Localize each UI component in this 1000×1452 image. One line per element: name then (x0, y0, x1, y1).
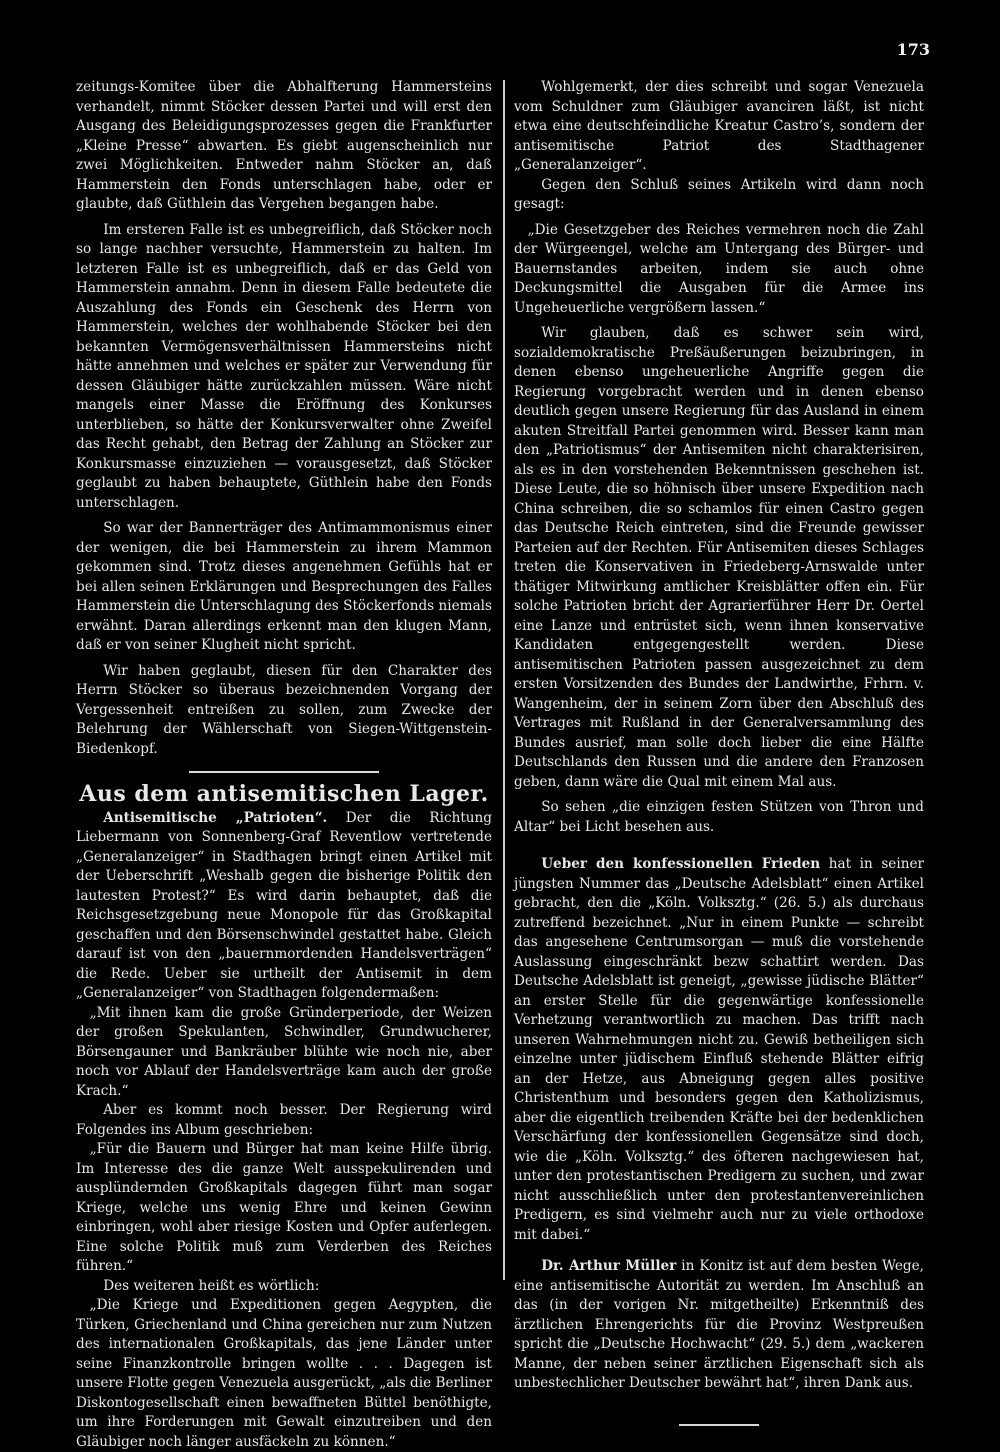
lead-heading: Antisemitische „Patrioten“. (103, 809, 328, 826)
column-divider (503, 80, 505, 1280)
separator-rule (679, 1424, 759, 1426)
quote: „Für die Bauern und Bürger hat man keine Hilfe übrig. Im Interesse des die ganze Welt ausspekulirenden und ausplündernden Großkapitals dagegen führt man sogar Kriege, welche uns wenig Ehre und keinen Gewinn einbringen, wohl aber riesige Kosten und Opfer auferlegen. Eine solche Politik muß zum Verderben des Reiches führen.“ (76, 1141, 492, 1274)
lead-heading: Dr. Arthur Müller (541, 1258, 677, 1274)
lead-paragraph (514, 855, 924, 1245)
quote: „Mit ihnen kam die große Gründerperiode, der Weizen der großen Spekulanten, Schwindler, Grundwucherer, Börsengauner und Bankräuber blühte wie noch nie, aber noch vor Ablauf der Handelsverträge kam auch der große Krach.“ (76, 1004, 492, 1099)
paragraph: Wir haben geglaubt, diesen für den Charakter des Herrn Stöcker so überaus bezeichnenden Vorgang der Vergessenheit entreißen zu sollen, zum Zwecke der Belehrung der Wählerschaft von Siegen-Wittgenstein-Biedenkopf. (76, 662, 492, 757)
paragraph: Des weiteren heißt es wörtlich: (103, 1277, 320, 1294)
paragraph: So war der Bannerträger des Antimammonismus einer der wenigen, die bei Hammerstein zu ihrem Mammon gekommen sind. Trotz dieses angenehmen Gefühls hat er bei allen seinen Erklärungen und Besprechungen des Falles Hammerstein die Unterschlagung des Stöckerfonds niemals erwähnt. Daran allerdings erkennt man den klugen Mann, daß er von seiner Klugheit nicht spricht. (76, 520, 492, 653)
paragraph: Aber es kommt noch besser. Der Regierung wird Folgendes ins Album geschrieben: (76, 1102, 492, 1138)
lead-heading: Ueber den konfessionellen Frieden (541, 856, 821, 872)
lead-text: in Konitz ist auf dem besten Wege, eine antisemitische Autorität zu werden. Im Anschluß an das (in der vorigen Nr. mitgetheilte) Erkenntniß des ärztlichen Ehrengerichts für die Provinz Westpreußen spricht die „Deutsche Hochwacht“ (29. 5.) dem „wackeren Manne, der neben seiner ärztlichen Eigenschaft sich als unbestechlicher Deutscher bewährt hat“, ihren Dank aus. (514, 1258, 925, 1391)
paragraph: Wir glauben, daß es schwer sein wird, sozialdemokratische Preßäußerungen beizubringen, in denen ebenso ungeheuerliche Angriffe gegen die Regierung vorgebracht werden und in denen ebenso deutlich gegen unsere Regierung für das Ausland in einem akuten Streitfall Partei genommen wird. Besser kann man den „Patriotismus“ der Antisemiten nicht charakterisiren, als es in den vorstehenden Bekenntnissen geschehen ist. Diese Leute, die so höhnisch über unsere Expedition nach China schreiben, die so schamlos für einen Castro gegen das Deutsche Reich eintreten, sind die Freunde gewisser Parteien auf der Rechten. Für Antisemiten dieses Schlages treten die Konservativen in Friedeberg-Arnswalde unter thätiger Mitwirkung amtlicher Kreisblätter offen ein. Für solche Patrioten bricht der Agrarierführer Herr Dr. Oertel eine Lanze und entrüstet sich, wenn ihnen konservative Kandidaten entgegengestellt werden. Diese antisemitischen Patrioten passen ausgezeichnet zu dem ersten Vorsitzenden des Bundes der Landwirthe, Frhrn. v. Wangenheim, der in seinem Zorn über den Abschluß des Vertrages mit Rußland in der Generalversammlung des Bundes ausrief, man solle doch lieber die eine Hälfte Deutschlands den Russen und die andere den Franzosen geben, dann wäre die Qual mit einem Mal aus. (514, 325, 924, 790)
separator-rule (189, 771, 379, 773)
lead-paragraph (76, 809, 492, 1004)
paragraph: So sehen „die einzigen festen Stützen von Thron und Altar“ bei Licht besehen aus. (514, 799, 924, 835)
left-column (76, 78, 492, 1452)
lead-text: hat in seiner jüngsten Nummer das „Deutsche Adelsblatt“ einen Artikel gebracht, den die „Köln. Volksztg.“ (26. 5.) als durchaus zutreffend bezeichnet. „Nur in einem Punkte — schreibt das angesehene Centrumsorgan — muß die vorstehende Auslassung eingeschränkt bezw schattirt werden. Das Deutsche Adelsblatt ist geneigt, „gewisse jüdische Blätter“ an erster Stelle für die gegenwärtige konfessionelle Verhetzung verantwortlich zu machen. Das trifft nach unseren Wahrnehmungen nicht zu. Gewiß betheiligen sich einzelne unter jüdischem Einfluß stehende Blätter eifrig an der Hetze, aus Abneigung gegen alles positive Christenthum und besonders gegen den Katholizismus, aber die eigentlich treibenden Kräfte bei der bedenklichen Verschärfung der konfessionellen Gegensätze sind doch, wie die „Köln. Volksztg.“ des öfteren nachgewiesen hat, unter den protestantischen Predigern zu suchen, und zwar nicht ausschließlich unter den protestantenvereinlichen Predigern, es sind vielmehr auch nur zu viele orthodoxe mit dabei.“ (514, 856, 924, 1243)
lead-text: Der die Richtung Liebermann von Sonnenberg-Graf Reventlow vertretende „Generalanzeiger“ in Stadthagen bringt einen Artikel mit der Ueberschrift „Weshalb gegen die bisherige Politik den lautesten Protest?“ Es wird darin behauptet, daß die Reichsgesetzgebung neue Monopole für das Großkapital geschaffen und den Börsenschwindel gestattet habe. Gleich darauf ist von den „bauernmordenden Handelsverträgen“ die Rede. Ueber sie urtheilt der Antisemit in dem „Generalanzeiger“ von Stadthagen folgendermaßen: (76, 809, 493, 1001)
section-heading: Aus dem antisemitischen Lager. (79, 781, 489, 807)
quote: „Die Kriege und Expeditionen gegen Aegypten, die Türken, Griechenland und China gereichen nur zum Nutzen des internationalen Großkapitals, das jene Länder unter seine Finanzkontrolle bringen wollte . . . Dagegen ist unsere Flotte gegen Venezuela ausgerückt, „als die Berliner Diskontogesellschaft einen bewaffneten Büttel benöthigte, um ihre Forderungen mit Gewalt einzutreiben und den Gläubiger noch länger ausfäckeln zu können.“ (76, 1297, 492, 1450)
paragraph: Im ersteren Falle ist es unbegreiflich, daß Stöcker noch so lange nachher versuchte, Hammerstein zu halten. Im letzteren Falle ist es unbegreiflich, daß er das Geld von Hammerstein annahm. Denn in diesem Falle bedeutete die Auszahlung des Fonds ein Geschenk des Herrn von Hammerstein, welches der wohlhabende Stöcker bei den bekannten Vermögensverhältnissen Hammersteins nicht hätte annehmen und welches er später zur Verwendung für dessen Gläubiger hätte zurückzahlen müssen. Wäre nicht mangels einer Masse die Eröffnung des Konkurses unterblieben, so hätte der Konkursverwalter ohne Zweifel das Recht gehabt, den Betrag der Zahlung an Stöcker zur Konkursmasse einzuziehen — vorausgesetzt, daß Stöcker geglaubt zu haben behauptete, Güthlein habe den Fonds unterschlagen. (76, 221, 492, 511)
page-number: 173 (896, 40, 930, 59)
paragraph: zeitungs-Komitee über die Abhalfterung Hammersteins verhandelt, nimmt Stöcker dessen Partei und will erst den Ausgang des Beleidigungsprozesses gegen die Frankfurter „Kleine Presse“ abwarten. Es giebt augenscheinlich nur zwei Möglichkeiten. Entweder nahm Stöcker an, daß Hammerstein den Fonds unterschlagen habe, oder er glaubte, daß Güthlein das Vergehen begangen habe. (76, 79, 492, 212)
right-column (514, 78, 924, 1426)
lead-paragraph (514, 1257, 924, 1394)
paragraph: Wohlgemerkt, der dies schreibt und sogar Venezuela vom Schuldner zum Gläubiger avanciren läßt, ist nicht etwa eine deutschfeindliche Kreatur Castro’s, sondern der antisemitische Patriot des Stadthagener „Generalanzeiger“. (514, 79, 924, 173)
quote: „Die Gesetzgeber des Reiches vermehren noch die Zahl der Würgeengel, welche am Untergang des Bürger- und Bauernstandes arbeiten, indem sie auch ohne Deckungsmittel die Ausgaben für die Armee ins Ungeheuerliche vergrößern lassen.“ (514, 221, 924, 316)
paragraph: Gegen den Schluß seines Artikeln wird dann noch gesagt: (514, 176, 924, 212)
